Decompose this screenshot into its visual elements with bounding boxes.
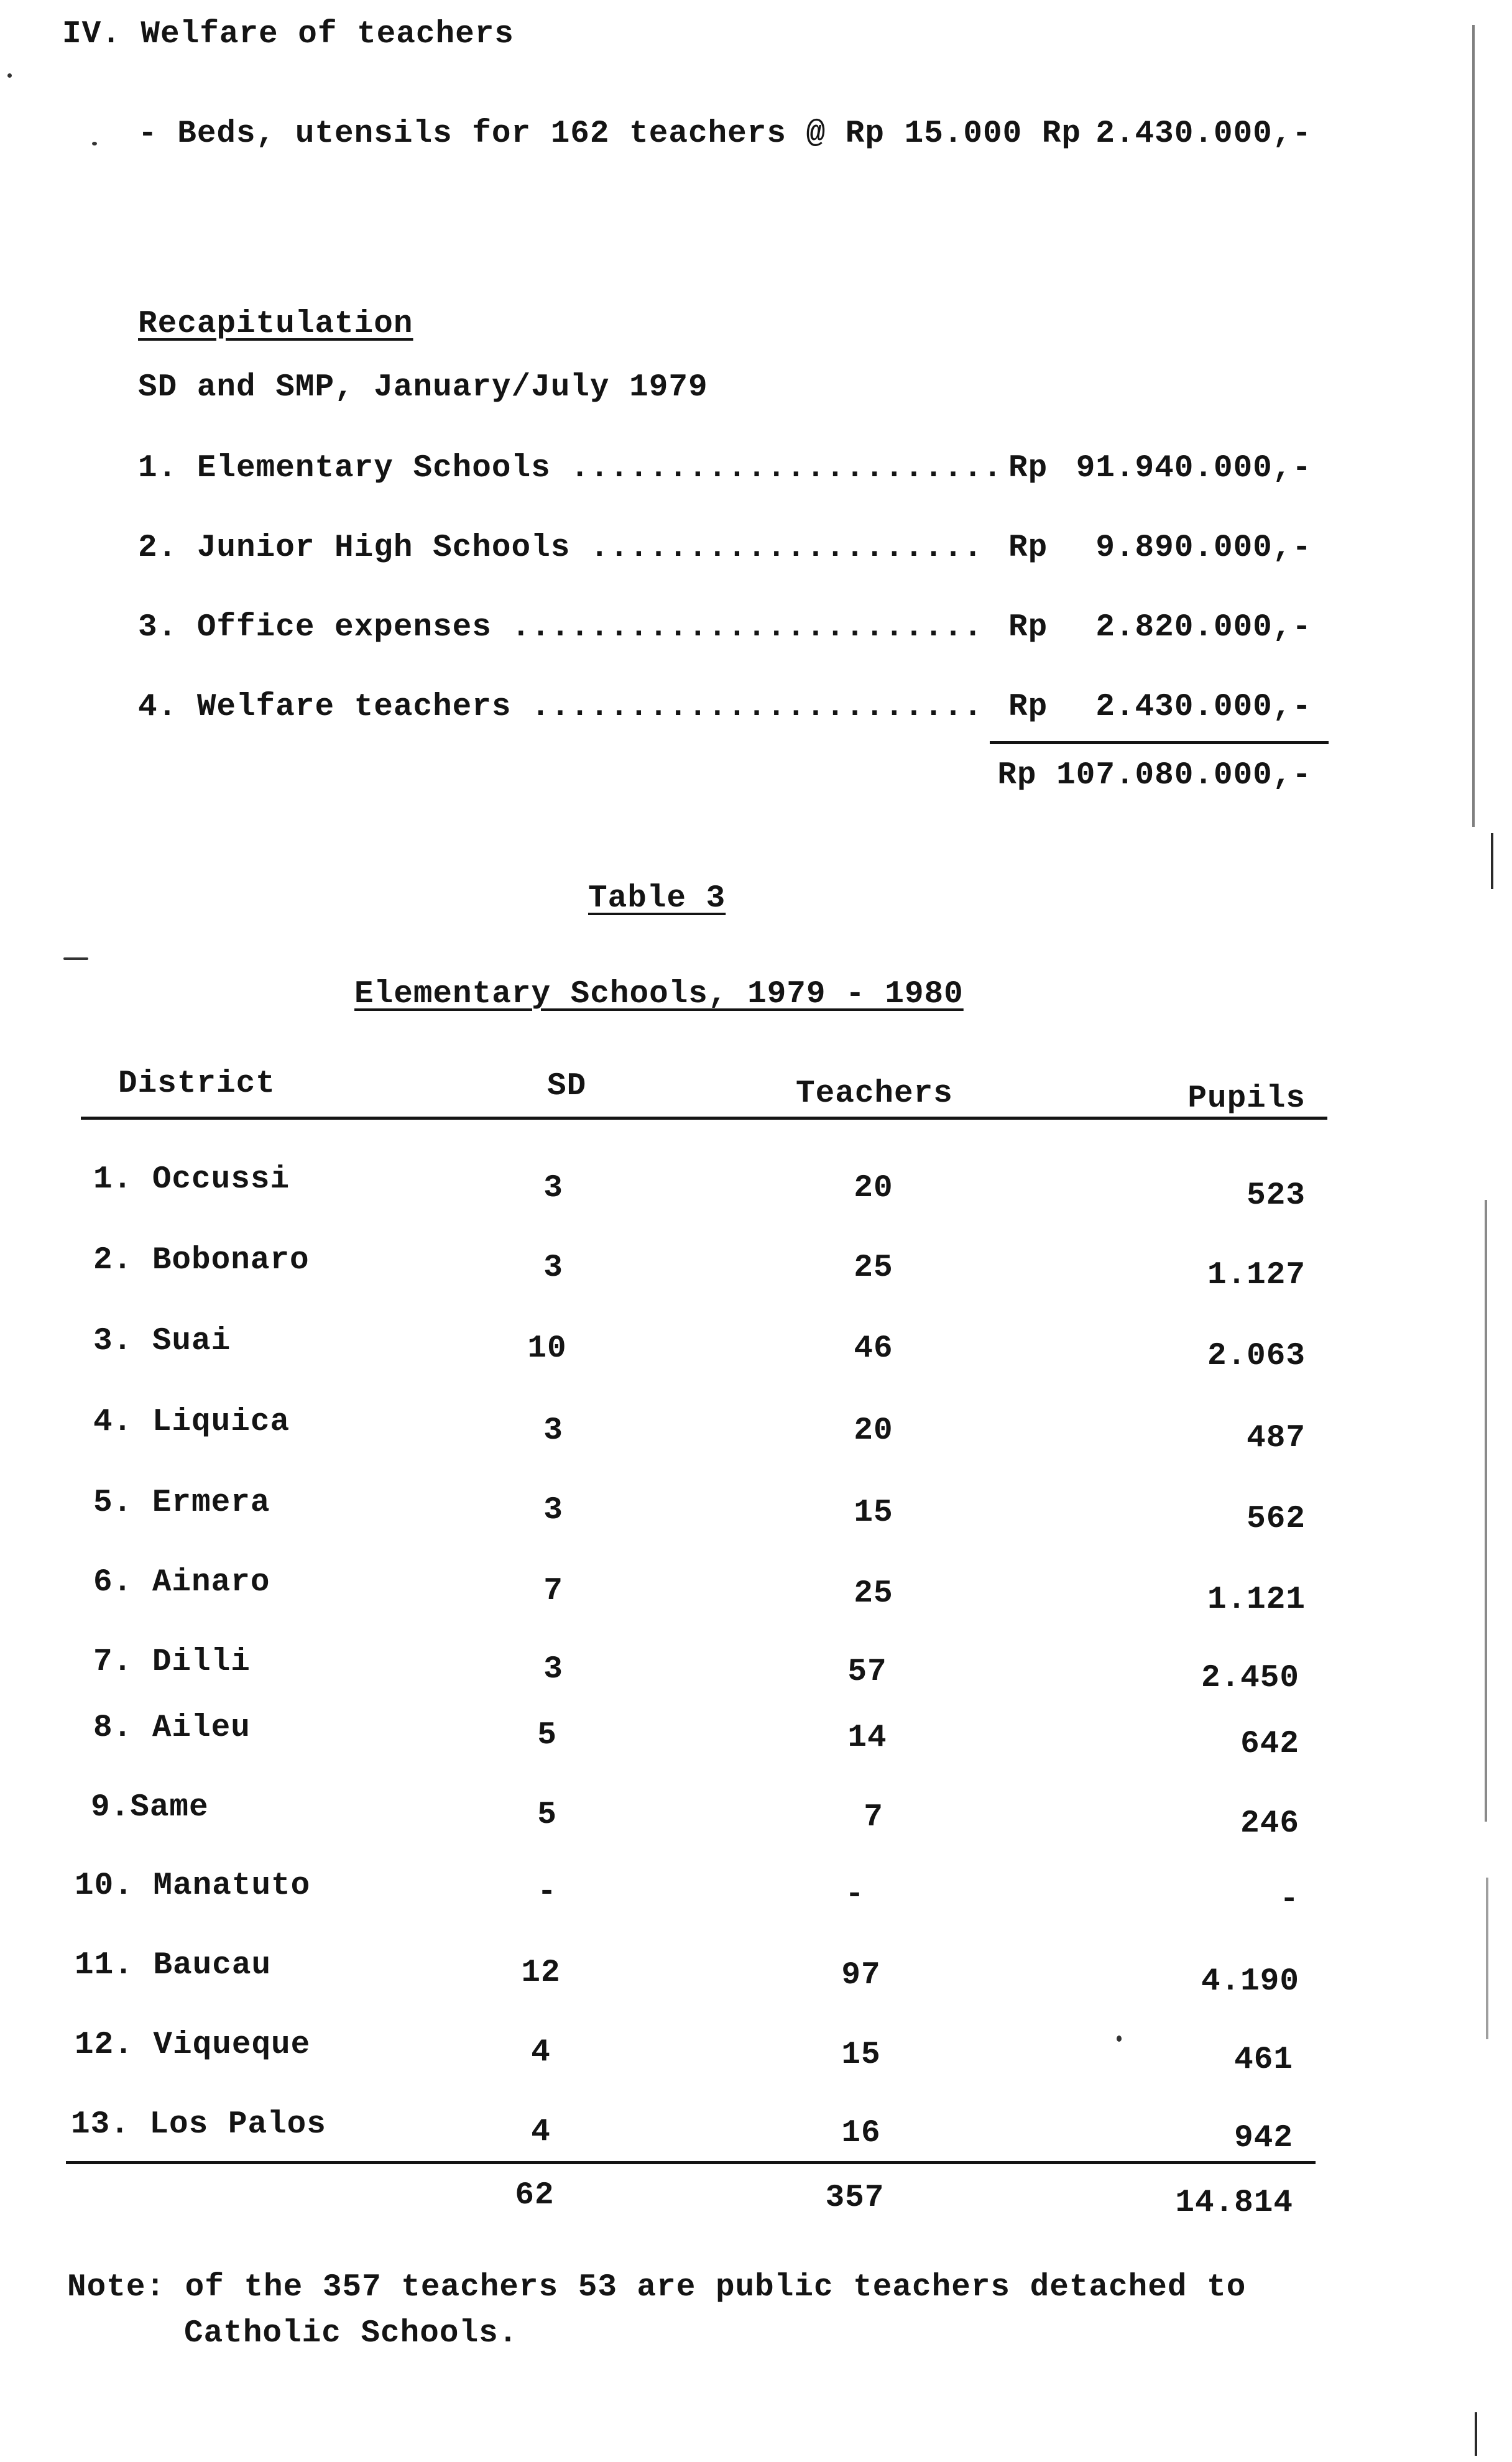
sd-cell: 3	[543, 1493, 563, 1528]
table-header-rule	[81, 1117, 1327, 1120]
recap-total: Rp 107.080.000,-	[997, 758, 1312, 793]
note-line-1: Note: of the 357 teachers 53 are public teachers detached to	[67, 2270, 1247, 2305]
pupils-cell: 487	[1247, 1421, 1306, 1456]
total-pupils: 14.814	[1175, 2185, 1293, 2221]
district-cell: 2. Bobonaro	[93, 1243, 310, 1278]
sd-cell: 10	[527, 1331, 567, 1367]
recap-subtitle: SD and SMP, January/July 1979	[138, 370, 708, 405]
recap-item-amount: 91.940.000,-	[1076, 451, 1312, 486]
district-cell: 6. Ainaro	[93, 1565, 270, 1600]
sd-cell: 7	[543, 1574, 563, 1609]
pupils-cell: 1.121	[1207, 1582, 1306, 1618]
scan-speck	[1117, 2036, 1122, 2042]
scan-edge-line	[1472, 25, 1475, 827]
welfare-item-amount: 2.430.000,-	[1095, 116, 1312, 152]
teachers-cell: 20	[854, 1171, 893, 1206]
teachers-cell: 16	[841, 2116, 881, 2151]
teachers-cell: 97	[841, 1958, 881, 1993]
district-cell: 5. Ermera	[93, 1485, 270, 1521]
district-cell: 7. Dilli	[93, 1644, 251, 1680]
sd-cell: 5	[537, 1797, 557, 1833]
teachers-cell: 15	[841, 2037, 881, 2073]
district-cell: 9.Same	[91, 1790, 209, 1825]
welfare-item-label: - Beds, utensils for 162 teachers @ Rp 15.000 Rp	[138, 116, 1082, 152]
recap-item-currency: Rp	[1008, 610, 1048, 645]
recap-item-label: 1. Elementary Schools ......................	[138, 451, 1003, 486]
sd-cell: 4	[531, 2035, 551, 2070]
pupils-cell: 2.450	[1201, 1661, 1299, 1696]
teachers-cell: 57	[847, 1654, 887, 1690]
scan-speck	[7, 73, 12, 78]
pupils-cell: 2.063	[1207, 1339, 1306, 1374]
sd-cell: 3	[543, 1250, 563, 1286]
recap-item-label: 4. Welfare teachers .......................	[138, 689, 984, 725]
scan-edge-line	[1485, 1200, 1487, 1822]
district-cell: 3. Suai	[93, 1324, 231, 1359]
column-header-teachers: Teachers	[796, 1076, 953, 1112]
scan-edge-line	[1486, 1878, 1488, 2039]
teachers-cell: 14	[847, 1720, 887, 1756]
total-sd: 62	[515, 2178, 555, 2213]
recap-item-amount: 2.430.000,-	[1095, 689, 1312, 725]
district-cell: 12. Viqueque	[75, 2027, 311, 2063]
district-cell: 1. Occussi	[93, 1162, 290, 1197]
teachers-cell: 46	[854, 1331, 893, 1367]
welfare-heading: IV. Welfare of teachers	[62, 17, 514, 52]
table-title: Elementary Schools, 1979 - 1980	[354, 977, 964, 1012]
pupils-cell: 461	[1234, 2042, 1293, 2078]
pupils-cell: -	[1279, 1882, 1299, 1917]
district-cell: 11. Baucau	[75, 1948, 272, 1983]
teachers-cell: 15	[854, 1495, 893, 1531]
sd-cell: 3	[543, 1171, 563, 1206]
scan-edge-mark	[1475, 2412, 1477, 2456]
total-teachers: 357	[825, 2180, 885, 2216]
teachers-cell: 25	[854, 1576, 893, 1611]
recap-item-amount: 9.890.000,-	[1095, 530, 1312, 566]
column-header-pupils: Pupils	[1187, 1081, 1306, 1117]
column-header-sd: SD	[547, 1069, 587, 1104]
teachers-cell: 7	[864, 1800, 883, 1835]
recap-item-label: 3. Office expenses ........................	[138, 610, 984, 645]
scan-speck	[63, 957, 88, 960]
teachers-cell: 25	[854, 1250, 893, 1286]
pupils-cell: 4.190	[1201, 1964, 1299, 1999]
sd-cell: 3	[543, 1413, 563, 1449]
recap-item-currency: Rp	[1008, 689, 1048, 725]
pupils-cell: 246	[1240, 1806, 1299, 1842]
table-total-rule	[66, 2161, 1316, 2164]
district-cell: 10. Manatuto	[75, 1868, 311, 1904]
pupils-cell: 1.127	[1207, 1258, 1306, 1293]
teachers-cell: 20	[854, 1413, 893, 1449]
pupils-cell: 562	[1247, 1501, 1306, 1537]
pupils-cell: 942	[1234, 2121, 1293, 2156]
district-cell: 8. Aileu	[93, 1710, 251, 1746]
recap-item-currency: Rp	[1008, 530, 1048, 566]
sd-cell: 4	[531, 2114, 551, 2150]
recap-sum-rule	[990, 741, 1329, 744]
sd-cell: 5	[537, 1718, 557, 1753]
recap-item-label: 2. Junior High Schools ....................	[138, 530, 984, 566]
sd-cell: -	[537, 1874, 557, 1910]
sd-cell: 3	[543, 1652, 563, 1687]
scan-edge-mark	[1491, 833, 1493, 889]
pupils-cell: 523	[1247, 1178, 1306, 1214]
note-line-2: Catholic Schools.	[184, 2316, 519, 2351]
district-cell: 13. Los Palos	[71, 2107, 326, 2142]
sd-cell: 12	[521, 1955, 561, 1991]
recap-item-amount: 2.820.000,-	[1095, 610, 1312, 645]
recap-item-currency: Rp	[1008, 451, 1048, 486]
district-cell: 4. Liquica	[93, 1404, 290, 1440]
teachers-cell: -	[845, 1877, 865, 1912]
recap-title: Recapitulation	[138, 307, 413, 342]
column-header-district: District	[118, 1066, 275, 1102]
pupils-cell: 642	[1240, 1727, 1299, 1762]
scan-speck	[92, 142, 97, 145]
table-number: Table 3	[588, 881, 726, 916]
